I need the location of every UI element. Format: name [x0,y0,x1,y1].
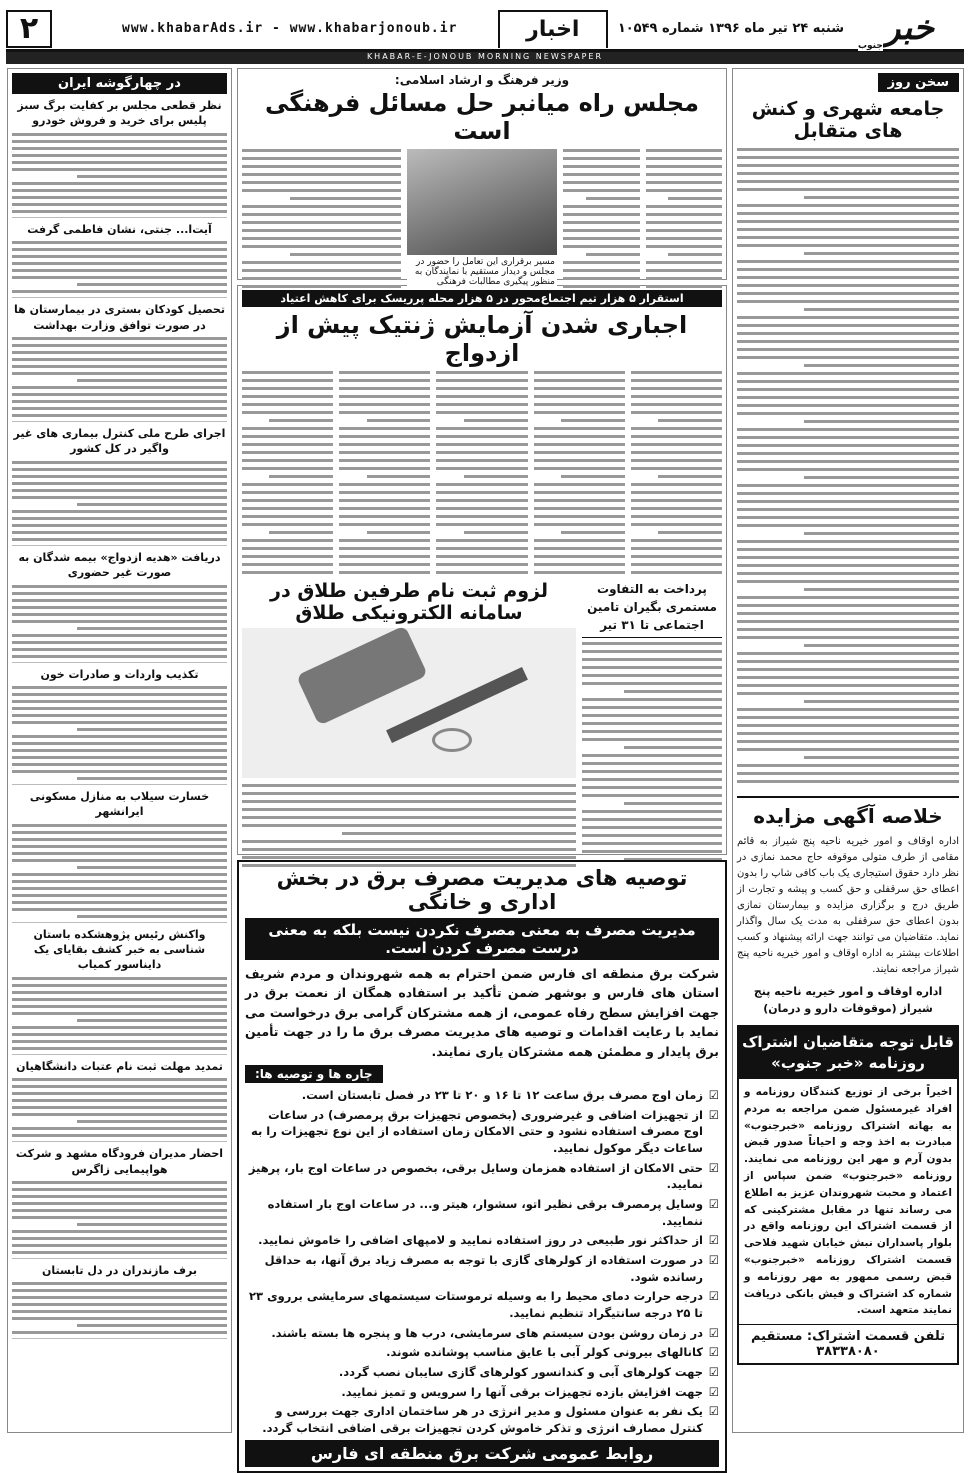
english-name-bar: KHABAR-E-JONOUB MORNING NEWSPAPER [6,52,964,64]
gene-headline[interactable]: اجباری شدن آزمایش ژنتیک پیش از ازدواج [276,311,688,367]
brief-item [12,298,227,422]
pension-title[interactable]: پرداخت به التفاوت مستمری بگیران تامین اجتماعی تا ۳۱ تیر [582,580,722,638]
auction-signature: اداره اوقاف و امور خیریه ناحیه پنج شیراز (موقوفات دارو و درمان) [753,985,943,1015]
left-column-head: در چهارگوشه ایران [12,73,227,94]
editorial-tag: سخن روز [878,73,959,92]
brief-item [12,785,227,923]
ad-tip: ☑ درجه حرارت دمای محیط را به وسیله ترموستات سیستمهای سرمایشی برروی ۲۳ تا ۲۵ درجه سانتیگراد تنظیم نمایید. [245,1288,719,1321]
divorce-article [242,580,722,867]
ad-intro: شرکت برق منطقه ای فارس ضمن احترام به همه شهروندان و مردم شریف استان های فارس و بوشهر ضمن تأکید بر استفاده همگان از نعمت برق در جهت افزایش سطح رفاه عمومی، از همه مشترکان گرامی برق درخواست می نماید با رعایت اقدامات و توصیه های مدیریت مصرف برق ما را در جهت تأمین برق پایدار و مطمئن همه مشترکان یاری نمایند. [245,966,719,1059]
gene-body [242,371,722,574]
pension-sidebox [582,580,722,867]
ad-tip: ☑ از تجهیزات اضافی و غیرضروری (بخصوص تجهیزات برق پرمصرف) در ساعات اوج مصرف استفاده نشود و حتی الامکان زمان استفاده از این نوع تجهیزات را به ساعات دیگر موکول نمایید. [245,1107,719,1157]
subscription-text: اخیراً برخی از توزیع کنندگان روزنامه و افراد غیرمسئول ضمن مراجعه به مردم به بهانه اشتراک روزنامه «خبرجنوب» مبادرت به اخذ وجه و احیاناً صدور قبض بدون آرم و مهر این روزنامه می نمایند. روزنامه «خبرجنوب» ضمن سپاس از اعتماد و محبت شهروندان عزیز به اطلاع می رساند تنها در مقابل مشترکینی که از قسمت اشتراک این روزنامه واقع در بلوار پاسداران نبش خیابان شهید فلاحی قسمت اشتراک روزنامه «خبرجنوب» قبض رسمی ممهور به مهر روزنامه و شماره کد اشتراک و فیش بانکی دریافت نمایند متعهد است. [744,1086,952,1317]
subscription-title: قابل توجه متقاضیان اشتراک روزنامه «خبر جنوب» [739,1027,957,1079]
lead-kicker: وزیر فرهنگ و ارشاد اسلامی: [394,73,570,87]
brief-title[interactable]: تکذیب واردات و صادرات خون [40,667,199,681]
lead-body-2 [242,149,401,289]
ad-tip: ☑ یک نفر به عنوان مسئول و مدیر انرژی در هر ساختمان اداری جهت بررسی و کنترل مصارف انرژی و تذکر خاموش کردن تجهیزات برقی اضافی انتخاب گردد. [245,1403,719,1436]
brief-item [12,422,227,546]
divorce-headline[interactable]: لزوم ثبت نام طرفین طلاق در سامانه الکترونیکی طلاق [270,580,548,624]
brief-item [12,218,227,298]
ad-tips-label: چاره ها و توصیه ها: [245,1065,383,1083]
brief-title[interactable]: دریافت «هدیه ازدواج» بیمه شدگان به صورت غیر حضوری [18,550,221,580]
gavel-image [242,628,576,778]
ad-tip: ☑ زمان اوج مصرف برق ساعت ۱۲ تا ۱۶ و ۲۰ تا ۲۳ در فصل تابستان است. [245,1087,719,1104]
ad-footer: روابط عمومی شرکت برق منطقه ای فارس [245,1440,719,1467]
left-column [7,68,232,1433]
divorce-body [242,784,576,867]
brief-item [12,1055,227,1142]
logo-subtitle: جنوب [858,40,883,51]
brief-title[interactable]: برف مازندران در دل تابستان [41,1264,198,1278]
ad-tip: ☑ جهت افزایش بازده تجهیزات برقی آنها را سرویس و تمیز نمایید. [245,1384,719,1401]
lead-headline[interactable]: مجلس راه میانبر حل مسائل فرهنگی است [264,89,700,145]
lead-body [563,149,722,289]
genetic-test-article [237,285,727,855]
subscription-notice [737,1025,959,1365]
issue-info: شنبه ۲۴ تیر ماه ۱۳۹۶ شماره ۱۰۵۴۹ [617,21,844,36]
ad-tip: ☑ از حداکثر نور طبیعی در روز استفاده نمایید و لامپهای اضافی را خاموش نمایید. [245,1232,719,1249]
brief-title[interactable]: تمدید مهلت ثبت نام عتبات دانشگاهیان [16,1059,223,1073]
ad-tip: ☑ در زمان روشن بودن سیستم های سرمایشی، درب ها و پنجره ها بسته باشند. [245,1325,719,1342]
auction-text: اداره اوقاف و امور خیریه ناحیه پنج شیراز به قائم مقامی از طرف متولی موقوفه حاج محمد نمازی در نظر دارد حقوق استیجاری یک باب کافی شاپ را بدون اعطای حق سرقفلی و حق کسب و پیشه و تجارت از طریق درج و برگزاری مزایده و بیمارستان نمازی بدون اعطای حق سرقفلی به مدت یک سال واگذار نماید. متقاضیان می توانند جهت ارائه پیشنهاد و کسب اطلاعات بیشتر به اداره اوقاف و امور خیریه ناحیه پنج شیراز مراجعه نمایند. [737,836,959,975]
newspaper-logo [854,9,964,49]
brief-item [12,94,227,218]
ad-subheadline: مدیریت مصرف به معنی مصرف نکردن نیست بلکه به معنی درست مصرف کردن است. [245,918,719,960]
auction-title: خلاصه آگهی مزایده [753,804,943,828]
brief-item [12,923,227,1055]
brief-title[interactable]: اجرای طرح ملی کنترل بیماری های غیر واگیر در کل کشور [13,426,226,456]
photo-caption: مسیر برقراری این تعامل را حضور در مجلس و دیدار مستقیم با نمایندگان به منظور پیگیری مطالبات فرهنگی [407,255,557,289]
minister-photo [407,149,557,289]
section-title: اخبار [498,10,608,48]
ad-tips-list [245,1087,719,1440]
gene-kicker: استقرار ۵ هزار تیم اجتماع‌محور در ۵ هزار محله پرریسک برای کاهش اعتیاد [242,290,722,307]
page-number: ۲ [6,10,52,48]
editorial-body [737,148,959,788]
ad-tip: ☑ جهت کولرهای آبی و کندانسور کولرهای گازی سایبان نصب گردد. [245,1364,719,1381]
logo-wordmark: خبر [883,7,935,48]
ad-tip: ☑ کانالهای بیرونی کولر آبی با عایق مناسب پوشانده شوند. [245,1344,719,1361]
brief-item [12,546,227,663]
page-body [6,68,964,1463]
brief-title[interactable]: خسارت سیلاب به منازل مسکونی ایرانشهر [29,789,210,819]
ad-tip: ☑ در صورت استفاده از کولرهای گازی با توجه به مصرف زیاد برق آنها، به حداقل رسانده شود. [245,1252,719,1285]
brief-item [12,663,227,785]
electricity-ad [237,860,727,1473]
brief-title[interactable]: احضار مدیران فرودگاه مشهد و شرکت هواپیمایی زاگرس [15,1147,224,1176]
masthead [6,8,964,52]
ad-headline: توصیه های مدیریت مصرف برق در بخش اداری و خانگی [276,866,688,914]
ad-tip: ☑ حتی الامکان از استفاده همزمان وسایل برقی، بخصوص در ساعات اوج بار، پرهیز نمایید. [245,1160,719,1193]
brief-title[interactable]: تحصیل کودکان بستری در بیمارستان ها در صورت توافق وزارت بهداشت [14,303,225,332]
subscription-phone: تلفن قسمت اشتراک: مستقیم ۳۸۳۳۸۰۸۰ [739,1324,957,1363]
brief-title[interactable]: آیت‌ا... جنتی، نشان فاطمی گرفت [27,222,212,236]
website-urls[interactable]: www.khabarAds.ir - www.khabarjonoub.ir [122,21,458,36]
brief-item [12,1142,227,1259]
lead-article [237,68,727,287]
right-column [732,68,964,1433]
center-column [237,68,727,1463]
ad-tip: ☑ وسایل پرمصرف برقی نظیر اتو، سشوار، هیتر و... در ساعات اوج بار استفاده ننمایید. [245,1196,719,1229]
brief-item [12,1259,227,1339]
auction-notice [737,796,959,1017]
brief-title[interactable]: واکنش رئیس پژوهشکده باستان شناسی به خبر کشف بقایای یک دایناسور کمیاب [33,927,206,972]
editorial-title: جامعه شهری و کنش های متقابل [751,98,945,142]
brief-title[interactable]: نظر قطعی مجلس بر کفایت برگ سبز پلیس برای خرید و فروش خودرو [17,99,222,128]
